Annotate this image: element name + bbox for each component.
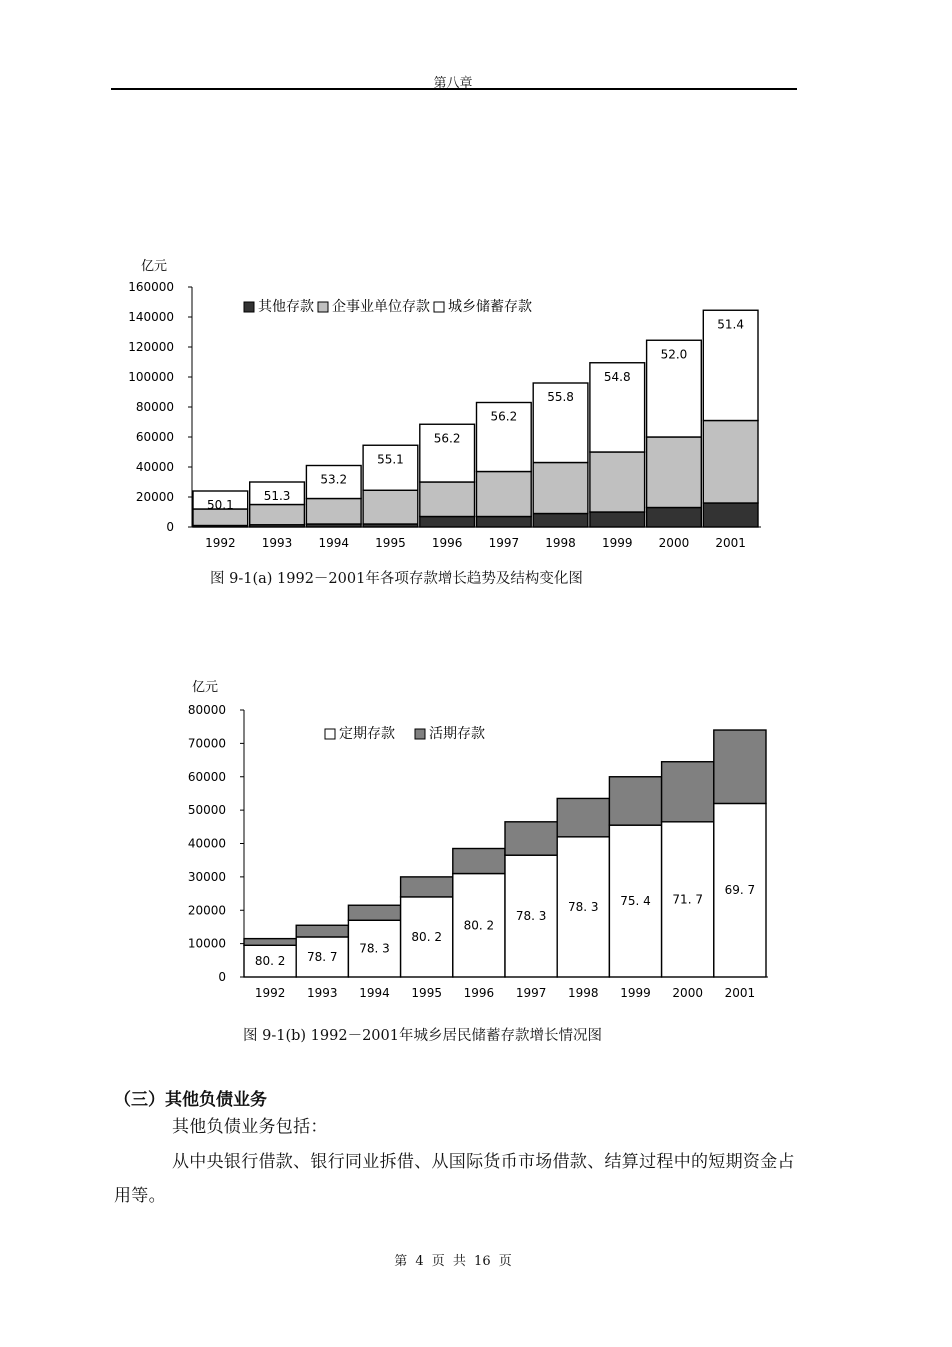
data-label: 51.3 <box>263 489 291 503</box>
data-label: 53.2 <box>320 472 348 487</box>
data-label: 80. 2 <box>463 918 495 933</box>
x-tick-label: 1995 <box>375 536 406 550</box>
bar-segment <box>363 490 418 524</box>
y-tick-label: 80000 <box>187 703 226 717</box>
y-axis-unit-label: 亿元 <box>140 259 168 274</box>
chart-b <box>0 672 952 1012</box>
x-tick-label: 1993 <box>261 536 293 550</box>
legend-label: 城乡储蓄存款 <box>448 299 532 315</box>
bar-segment <box>662 762 714 822</box>
bar-segment <box>590 512 645 527</box>
bar-segment <box>533 463 588 514</box>
x-tick-label: 1994 <box>359 986 390 1000</box>
data-label: 56.2 <box>433 431 461 446</box>
y-tick-label: 40000 <box>135 460 174 474</box>
data-label: 78. 7 <box>307 949 338 964</box>
bar-segment <box>714 730 766 803</box>
bar-segment <box>505 822 557 855</box>
x-tick-label: 1992 <box>254 986 286 1000</box>
data-label: 75. 4 <box>620 894 651 909</box>
legend-swatch <box>244 302 254 312</box>
x-tick-label: 1996 <box>463 986 495 1000</box>
data-label: 52.0 <box>660 347 688 362</box>
bar-segment <box>703 503 758 527</box>
bar-segment <box>477 517 532 528</box>
bar-segment <box>348 905 400 920</box>
data-label: 80. 2 <box>411 929 442 944</box>
legend-swatch <box>434 302 444 312</box>
data-label: 50.1 <box>206 498 234 512</box>
legend-swatch <box>325 729 335 739</box>
page-footer: 第 4 页 共 16 页 <box>394 1254 512 1269</box>
data-label: 55.8 <box>547 390 574 404</box>
bar-segment <box>647 508 702 528</box>
x-tick-label: 1997 <box>488 536 520 550</box>
bar-segment <box>590 452 645 512</box>
y-tick-label: 60000 <box>135 430 174 444</box>
data-label: 56.2 <box>490 409 518 424</box>
bar-segment <box>703 421 758 504</box>
x-tick-label: 1997 <box>515 986 547 1000</box>
x-tick-label: 1994 <box>318 536 350 550</box>
y-tick-label: 60000 <box>187 769 226 784</box>
x-tick-label: 2001 <box>715 536 746 550</box>
chart-a-caption: 图 9-1(a) 1992－2001年各项存款增长趋势及结构变化图 <box>210 571 583 587</box>
y-tick-label: 70000 <box>187 736 226 751</box>
bar-segment <box>533 514 588 528</box>
x-tick-label: 1999 <box>620 986 651 1000</box>
y-tick-label: 80000 <box>135 400 174 414</box>
bar-segment <box>420 517 475 528</box>
chart-a-svg <box>0 250 952 560</box>
legend-label: 其他存款 <box>258 299 314 315</box>
bar-segment <box>244 939 296 946</box>
x-tick-label: 1998 <box>545 536 576 550</box>
y-tick-label: 0 <box>218 970 226 984</box>
y-axis-unit-label: 亿元 <box>191 680 219 695</box>
data-label: 78. 3 <box>359 941 390 956</box>
y-tick-label: 0 <box>166 520 174 534</box>
legend-swatch <box>318 302 328 312</box>
y-tick-label: 20000 <box>135 490 174 504</box>
x-tick-label: 2000 <box>658 536 690 550</box>
bar-segment <box>420 482 475 517</box>
x-tick-label: 1995 <box>411 986 442 1000</box>
y-tick-label: 30000 <box>187 869 226 884</box>
bar-segment <box>306 499 361 525</box>
bar-segment <box>477 472 532 517</box>
bar-segment <box>647 437 702 508</box>
bar-segment <box>250 505 305 525</box>
paragraph: 其他负债业务包括： <box>172 1117 328 1137</box>
chart-a <box>0 250 952 560</box>
bar-segment <box>296 925 348 937</box>
header-rule <box>111 88 797 90</box>
y-tick-label: 20000 <box>187 903 226 918</box>
chart-b-caption: 图 9-1(b) 1992－2001年城乡居民储蓄存款增长情况图 <box>243 1028 602 1044</box>
x-tick-label: 1992 <box>205 536 236 550</box>
y-tick-label: 40000 <box>187 836 226 851</box>
chapter-header-title: 第八章 <box>433 76 473 91</box>
bar-segment <box>401 877 453 897</box>
section-heading: （三）其他负债业务 <box>114 1090 267 1110</box>
legend-label: 定期存款 <box>339 726 395 742</box>
y-tick-label: 160000 <box>128 280 174 294</box>
x-tick-label: 1996 <box>431 536 463 550</box>
x-tick-label: 1999 <box>601 536 633 550</box>
chart-b-svg <box>0 672 952 1012</box>
bar-segment <box>453 849 505 874</box>
data-label: 71. 7 <box>672 892 703 907</box>
y-tick-label: 120000 <box>128 340 174 354</box>
data-label: 78. 3 <box>568 899 599 914</box>
x-tick-label: 2001 <box>724 986 756 1000</box>
y-tick-label: 140000 <box>128 310 174 324</box>
data-label: 69. 7 <box>724 883 756 898</box>
legend-swatch <box>415 729 425 739</box>
data-label: 78. 3 <box>515 909 547 924</box>
data-label: 51.4 <box>717 317 745 332</box>
legend-label: 企事业单位存款 <box>332 299 430 315</box>
legend-label: 活期存款 <box>429 726 485 742</box>
y-tick-label: 100000 <box>128 370 174 384</box>
bar-segment <box>557 798 609 836</box>
bar-segment <box>609 777 661 825</box>
paragraph: 从中央银行借款、银行同业拆借、从国际货币市场借款、结算过程中的短期资金占用等。 <box>114 1152 795 1206</box>
x-tick-label: 1993 <box>307 986 338 1000</box>
x-tick-label: 1998 <box>568 986 599 1000</box>
x-tick-label: 2000 <box>672 986 703 1000</box>
data-label: 80. 2 <box>254 954 286 969</box>
data-label: 55.1 <box>377 452 404 467</box>
y-tick-label: 50000 <box>187 803 226 818</box>
data-label: 54.8 <box>603 369 631 384</box>
y-tick-label: 10000 <box>187 936 226 951</box>
